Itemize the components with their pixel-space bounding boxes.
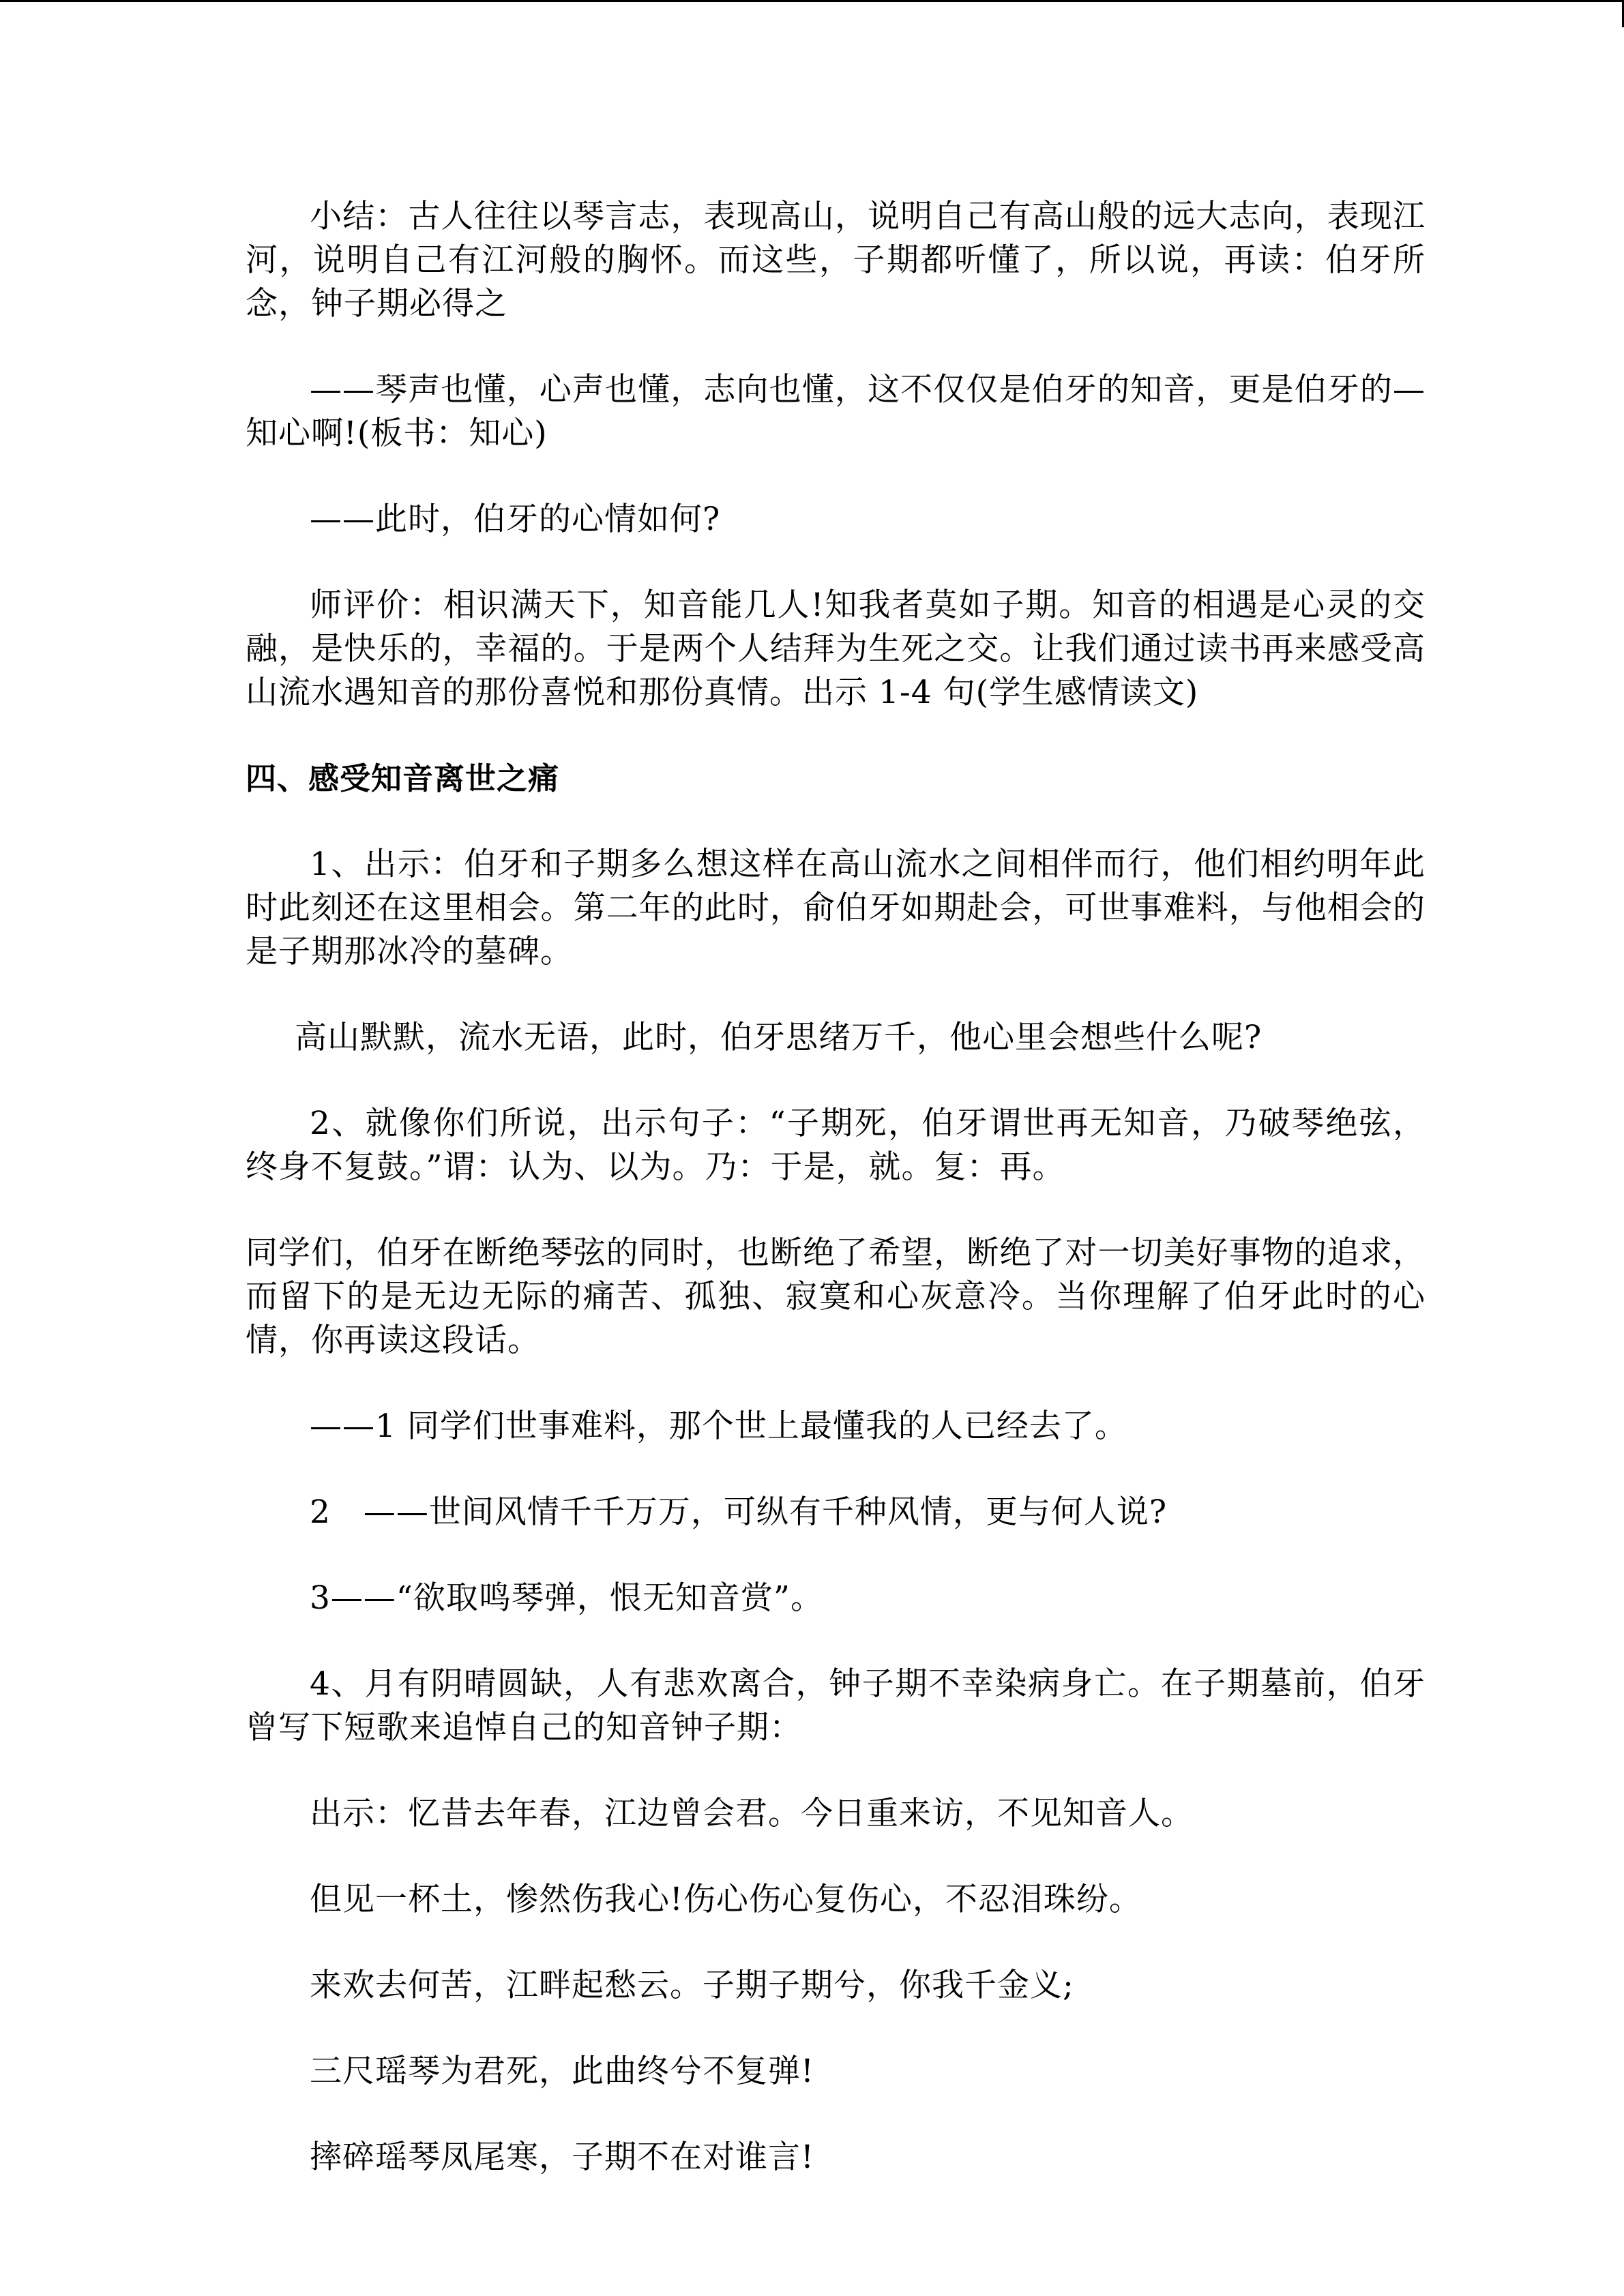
step-1-paragraph: 1、出示：伯牙和子期多么想这样在高山流水之间相伴而行，他们相约明年此时此刻还在这里相会。第二年的此时，俞伯牙如期赴会，可世事难料，与他相会的是子期那冰冷的墓碑。 — [246, 846, 1426, 970]
mountain-question-paragraph: 高山默默，流水无语，此时，伯牙思绪万千，他心里会想些什么呢? — [295, 1019, 1263, 1056]
reading-line-1: ——1 同学们世事难料，那个世上最懂我的人已经去了。 — [310, 1407, 1127, 1445]
step-2-paragraph: 2、就像你们所说，出示句子：“子期死，伯牙谓世再无知音，乃破琴绝弦，终身不复鼓。”谓：认为、以为。乃：于是，就。复：再。 — [246, 1105, 1426, 1186]
reading-line-2: 2 ——世间风情千千万万，可纵有千种风情，更与何人说? — [310, 1493, 1168, 1531]
step-4-paragraph: 4、月有阴晴圆缺，人有悲欢离合，钟子期不幸染病身亡。在子期墓前，伯牙曾写下短歌来追悼自己的知音钟子期： — [246, 1665, 1426, 1746]
section-heading: 四、感受知音离世之痛 — [246, 760, 560, 796]
poem-line: 摔碎瑶琴凤尾寒，子期不在对谁言! — [310, 2138, 814, 2176]
poem-line: 但见一杯土，惨然伤我心!伤心伤心复伤心，不忍泪珠纷。 — [310, 1881, 1142, 1918]
zhixin-paragraph: ——琴声也懂，心声也懂，志向也懂，这不仅仅是伯牙的知音，更是伯牙的—知心啊!(板书：知心) — [246, 371, 1426, 452]
poem-line: 三尺瑶琴为君死，此曲终兮不复弹! — [310, 2053, 814, 2090]
teacher-comment-paragraph: 师评价：相识满天下，知音能几人!知我者莫如子期。知音的相遇是心灵的交融，是快乐的，幸福的。于是两个人结拜为生死之交。让我们通过读书再来感受高山流水遇知音的那份喜悦和那份真情。出示 1-4 句(学生感情读文) — [246, 586, 1426, 711]
summary-paragraph: 小结：古人往往以琴言志，表现高山，说明自己有高山般的远大志向，表现江河，说明自己有江河般的胸怀。而这些，子期都听懂了，所以说，再读：伯牙所念，钟子期必得之 — [246, 198, 1426, 323]
reading-line-3: 3——“欲取鸣琴弹，恨无知音赏”。 — [310, 1579, 823, 1617]
students-paragraph: 同学们，伯牙在断绝琴弦的同时，也断绝了希望，断绝了对一切美好事物的追求，而留下的是无边无际的痛苦、孤独、寂寞和心灰意冷。当你理解了伯牙此时的心情，你再读这段话。 — [246, 1234, 1426, 1359]
page-top-border — [0, 0, 1624, 2]
poem-line: 来欢去何苦，江畔起愁云。子期子期兮，你我千金义; — [310, 1967, 1074, 2004]
mood-question-paragraph: ——此时，伯牙的心情如何? — [310, 501, 721, 538]
poem-line: 出示：忆昔去年春，江边曾会君。今日重来访，不见知音人。 — [310, 1795, 1194, 1832]
document-body — [246, 195, 1426, 2222]
